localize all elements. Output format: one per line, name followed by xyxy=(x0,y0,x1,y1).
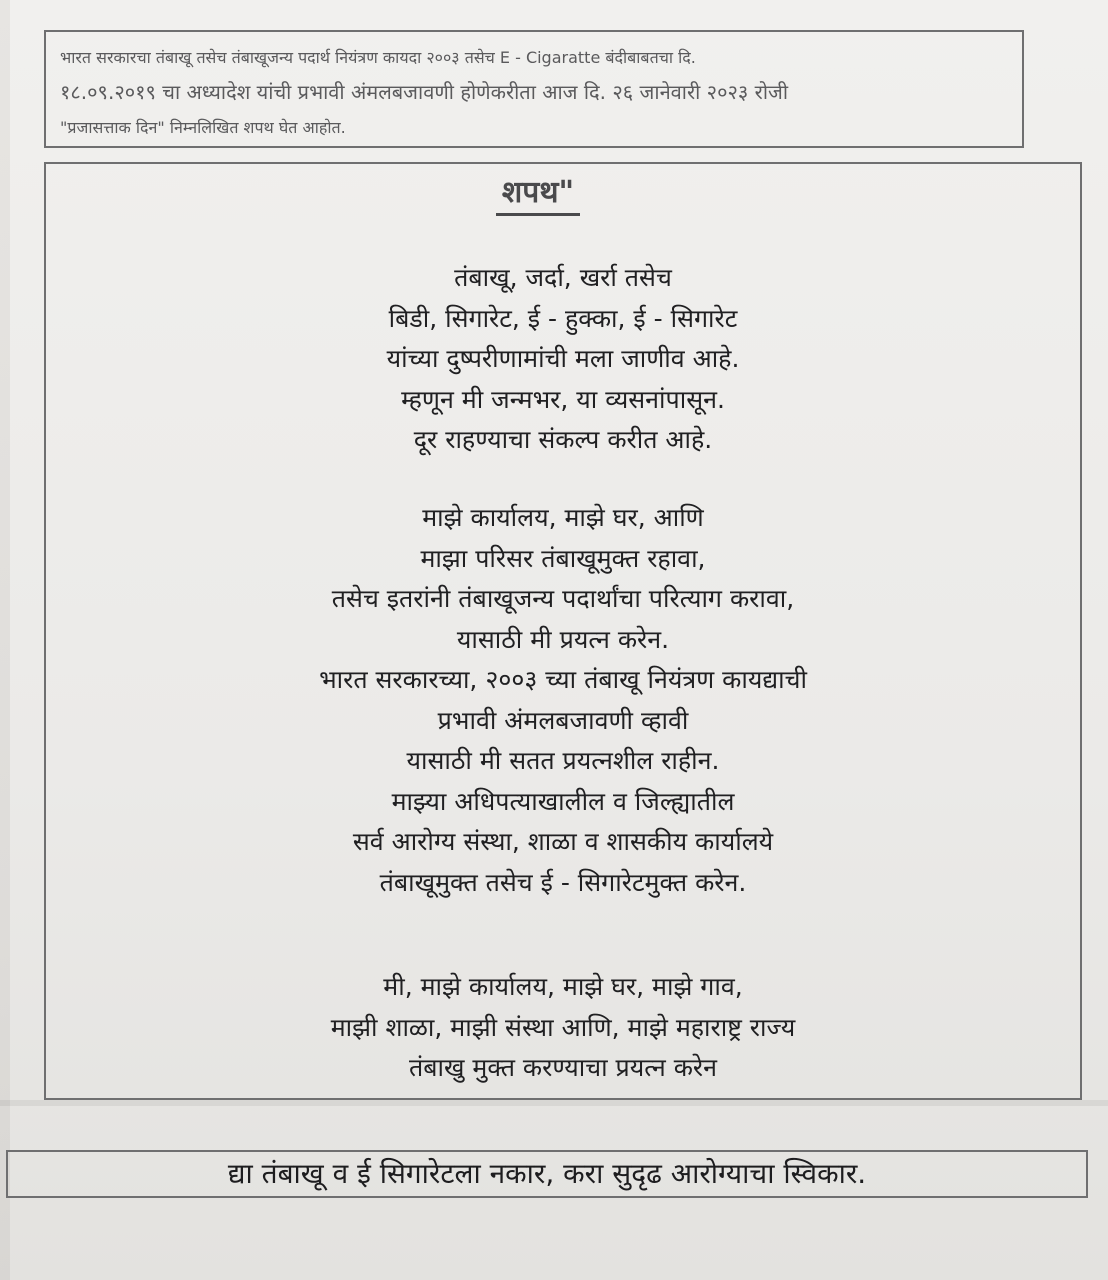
oath-stanza-3 xyxy=(46,967,1080,1089)
header-line-3: "प्रजासत्ताक दिन" निम्नलिखित शपथ घेत आहोत. xyxy=(60,118,346,137)
oath-line: भारत सरकारच्या, २००३ च्या तंबाखू नियंत्रण कायद्याची xyxy=(319,665,807,694)
paper-edge-shadow xyxy=(0,1100,1108,1106)
oath-line: माझा परिसर तंबाखूमुक्त रहावा, xyxy=(420,543,706,573)
oath-line: बिडी, सिगारेट, ई - हुक्का, ई - सिगारेट xyxy=(388,303,738,333)
header-line-2: १८.०९.२०१९ चा अध्यादेश यांची प्रभावी अंमलबजावणी होणेकरीता आज दि. २६ जानेवारी २०२३ रोजी xyxy=(60,80,789,104)
oath-line: तंबाखू, जर्दा, खर्रा तसेच xyxy=(454,263,672,292)
oath-line: प्रभावी अंमलबजावणी व्हावी xyxy=(437,705,689,735)
oath-line: सर्व आरोग्य संस्था, शाळा व शासकीय कार्यालये xyxy=(352,827,774,856)
header-line-1: भारत सरकारचा तंबाखू तसेच तंबाखूजन्य पदार्थ नियंत्रण कायदा २००३ तसेच E - Cigaratte बंदीबाबतचा दि. xyxy=(60,48,696,67)
oath-line: माझ्या अधिपत्याखालील व जिल्ह्यातील xyxy=(391,786,735,816)
oath-stanza-1 xyxy=(46,258,1080,461)
oath-line: तंबाखूमुक्त तसेच ई - सिगारेटमुक्त करेन. xyxy=(379,867,747,897)
oath-line: दूर राहण्याचा संकल्प करीत आहे. xyxy=(413,425,713,454)
oath-line: तंबाखु मुक्त करण्याचा प्रयत्न करेन xyxy=(408,1053,718,1082)
oath-title xyxy=(46,170,1080,216)
oath-line: यासाठी मी प्रयत्न करेन. xyxy=(456,624,670,654)
oath-line: माझे कार्यालय, माझे घर, आणि xyxy=(422,503,704,532)
oath-line: यांच्या दुष्परीणामांची मला जाणीव आहे. xyxy=(386,344,740,373)
oath-line: मी, माझे कार्यालय, माझे घर, माझे गाव, xyxy=(383,972,743,1001)
oath-stanza-2 xyxy=(46,498,1080,903)
oath-line: म्हणून मी जन्मभर, या व्यसनांपासून. xyxy=(401,384,725,414)
oath-title-text: शपथ" xyxy=(496,170,580,216)
oath-line: यासाठी मी सतत प्रयत्नशील राहीन. xyxy=(406,746,720,775)
slogan-box: द्या तंबाखू व ई सिगारेटला नकार, करा सुदृढ आरोग्याचा स्विकार. xyxy=(6,1150,1088,1198)
oath-line: माझी शाळा, माझी संस्था आणि, माझे महाराष्ट्र राज्य xyxy=(330,1012,796,1042)
oath-box xyxy=(44,162,1082,1100)
oath-line: तसेच इतरांनी तंबाखूजन्य पदार्थांचा परित्याग करावा, xyxy=(331,584,795,613)
header-notice-box xyxy=(44,30,1024,148)
